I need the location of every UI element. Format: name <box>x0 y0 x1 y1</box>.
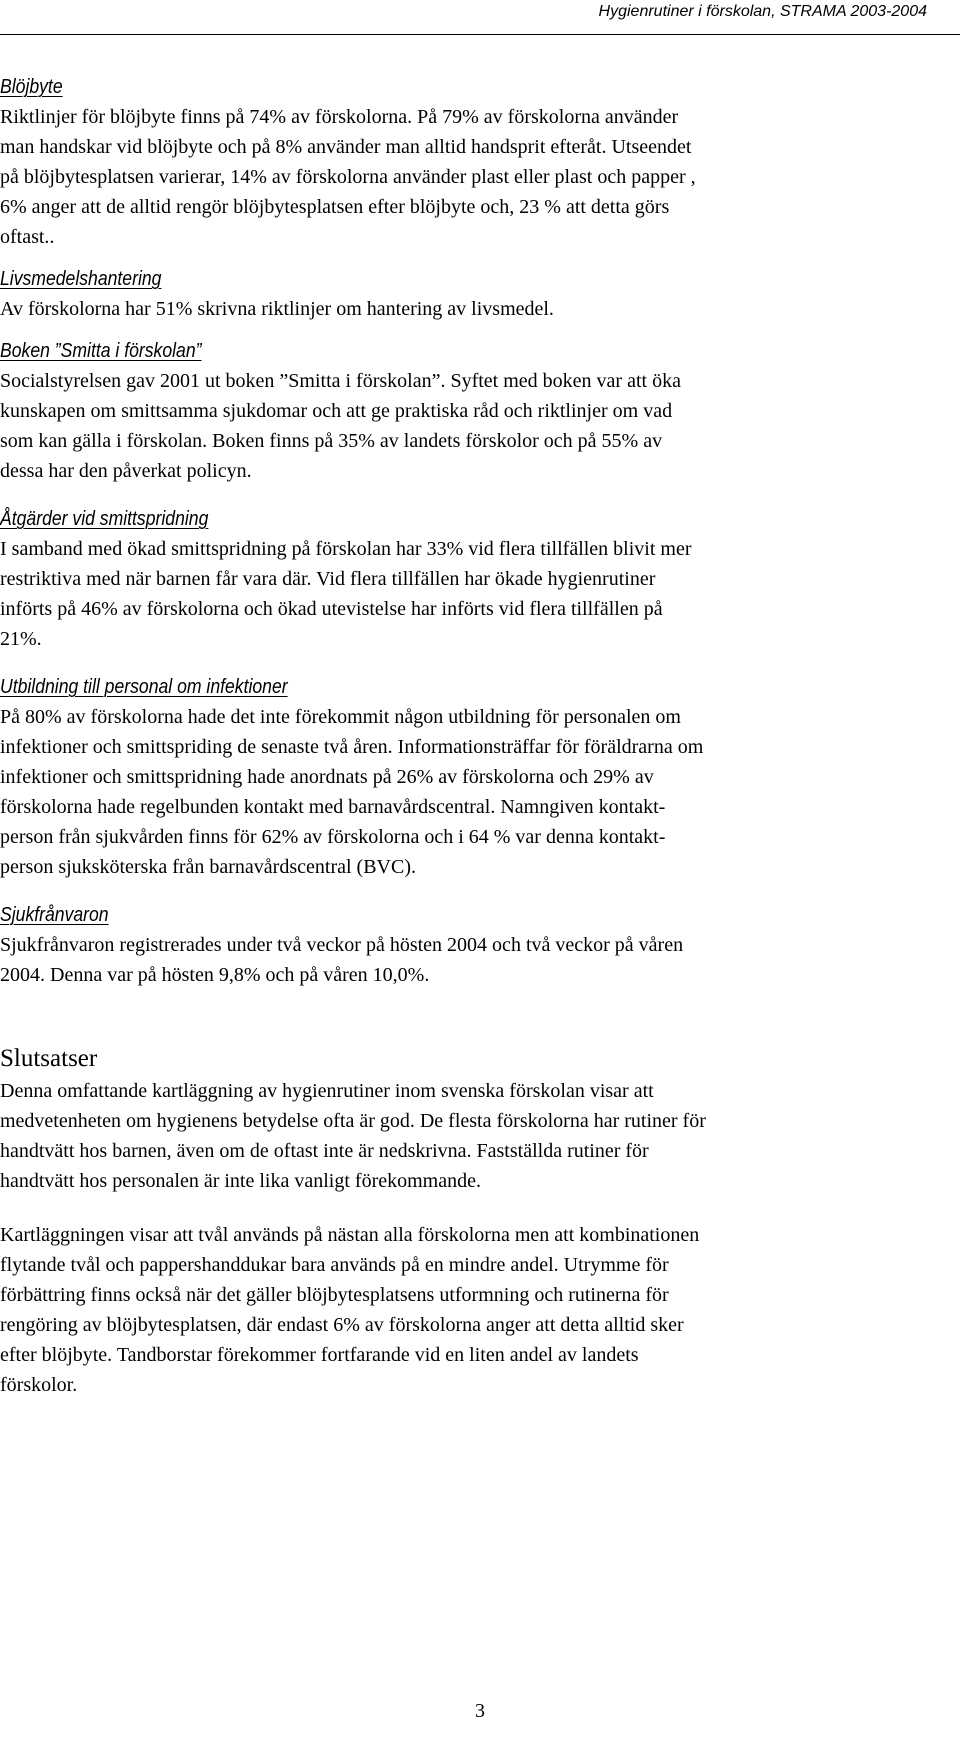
section-text-utbildning: På 80% av förskolorna hade det inte förekommit någon utbildning för personalen om infektioner och smittspriding de senaste två åren. Informationsträffar för föräldrarna om infektioner och smittspridning hade anordnats på 26% av förskolorna och 29% av förskolorna hade regelbunden kontakt med barnavårdscentral. Namngiven kontakt- person från sjukvården finns för 62% av förskolorna och i 64 % var denna kontakt- person sjuksköterska från barnavårdscentral (BVC). <box>0 706 704 878</box>
slutsatser-paragraph-2: Kartläggningen visar att tvål används på nästan alla förskolorna men att kombinationen flytande tvål och pappershanddukar bara används på en mindre andel. Utrymme för förbättring finns också när det gäller blöjbytesplatsens utformning och rutinerna för rengöring av blöjbytesplatsen, där endast 6% av förskolorna anger att detta alltid sker efter blöjbyte. Tandborstar förekommer fortfarande vid en liten andel av landets förskolor. <box>0 1224 700 1396</box>
slutsatser-paragraph-1: Denna omfattande kartläggning av hygienrutiner inom svenska förskolan visar att medvetenheten om hygienens betydelse ofta är god. De flesta förskolorna har rutiner för handtvätt hos barnen, även om de oftast inte är nedskrivna. Fastställda rutiner för handtvätt hos personalen är inte lika vanligt förekommande. <box>0 1080 706 1192</box>
section-boken <box>0 336 940 486</box>
section-heading-boken: Boken ”Smitta i förskolan” <box>0 340 202 362</box>
section-text-atgarder: I samband med ökad smittspridning på förskolan har 33% vid flera tillfällen blivit mer restriktiva med när barnen får vara där. Vid flera tillfällen har ökade hygienrutiner införts på 46% av förskolorna och ökad utevistelse har införts vid flera tillfällen på 21%. <box>0 538 692 650</box>
page-number: 3 <box>475 1700 485 1722</box>
section-heading-utbildning: Utbildning till personal om infektioner <box>0 676 288 698</box>
section-heading-sjukfranvaro: Sjukfrånvaron <box>0 904 109 926</box>
page-header <box>0 0 960 40</box>
section-text-boken: Socialstyrelsen gav 2001 ut boken ”Smitta i förskolan”. Syftet med boken var att öka kunskapen om smittsamma sjukdomar och att ge praktiska råd och riktlinjer om vad som kan gälla i förskolan. Boken finns på 35% av landets förskolor och på 55% av dessa har den påverkat policyn. <box>0 370 681 482</box>
section-text-blojbyte: Riktlinjer för blöjbyte finns på 74% av förskolorna. På 79% av förskolorna använder man handskar vid blöjbyte och på 8% använder man alltid handsprit efteråt. Utseendet på blöjbytesplatsen varierar, 14% av förskolorna använder plast eller plast och papper , 6% anger att de alltid rengör blöjbytesplatsen efter blöjbyte och, 23 % att detta görs oftast.. <box>0 106 696 248</box>
section-heading-livsmedel: Livsmedelshantering <box>0 268 162 290</box>
section-sjukfranvaro <box>0 900 940 990</box>
document-body <box>0 72 940 1400</box>
section-blojbyte <box>0 72 940 252</box>
header-divider <box>0 34 960 35</box>
section-heading-atgarder: Åtgärder vid smittspridning <box>0 508 209 530</box>
slutsatser-title: Slutsatser <box>0 1045 98 1072</box>
running-header-title: Hygienrutiner i förskolan, STRAMA 2003-2004 <box>598 3 927 20</box>
section-atgarder <box>0 504 940 654</box>
section-heading-blojbyte: Blöjbyte <box>0 76 63 98</box>
section-livsmedel <box>0 264 940 324</box>
section-utbildning <box>0 672 940 882</box>
section-text-sjukfranvaro: Sjukfrånvaron registrerades under två veckor på hösten 2004 och två veckor på våren 2004. Denna var på hösten 9,8% och på våren 10,0%. <box>0 934 684 986</box>
section-text-livsmedel: Av förskolorna har 51% skrivna riktlinjer om hantering av livsmedel. <box>0 298 554 320</box>
section-slutsatser <box>0 1042 940 1400</box>
